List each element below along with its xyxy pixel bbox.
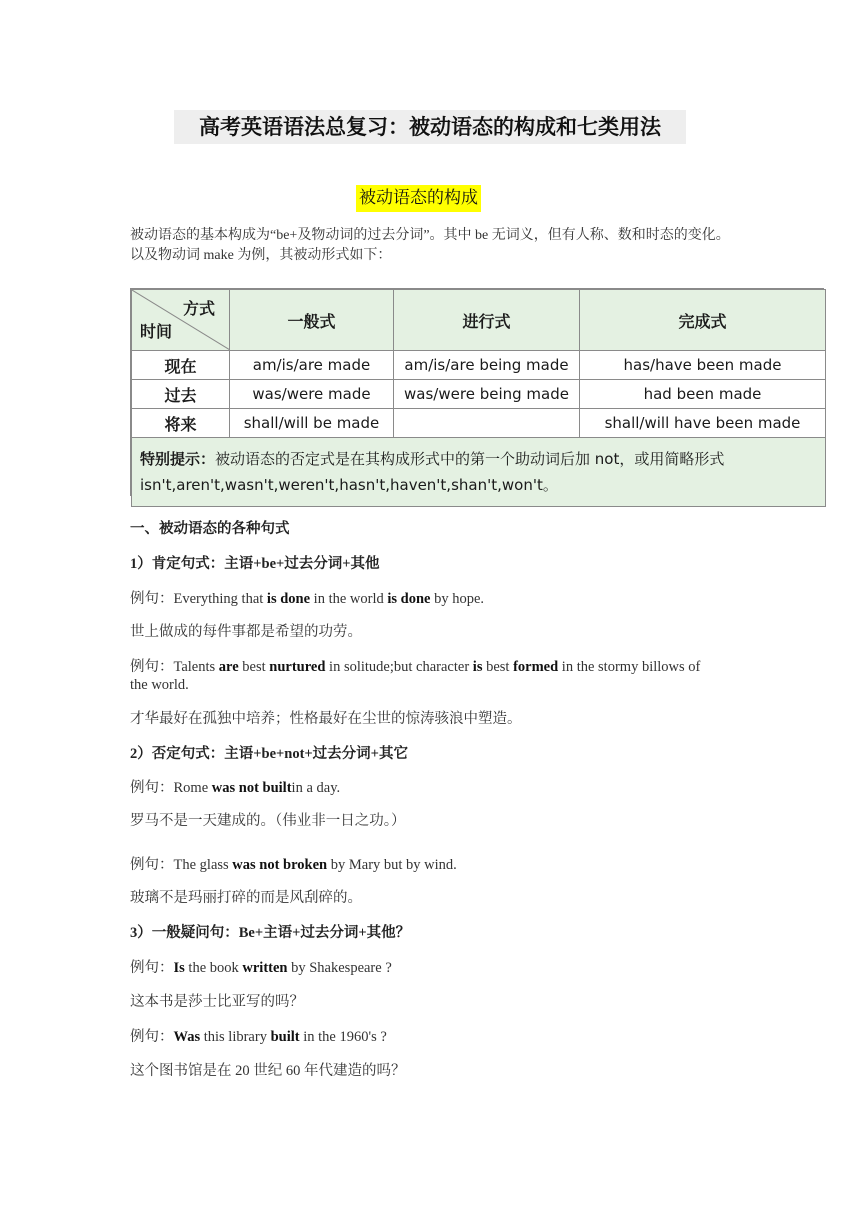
corner-label-time: 时间: [140, 322, 173, 341]
table-cell: has/have been made: [580, 351, 826, 380]
column-header: 一般式: [230, 290, 394, 351]
note-label: 特别提示：: [140, 450, 216, 468]
table-row: [132, 351, 826, 380]
table-cell: am/is/are being made: [394, 351, 580, 380]
table-row: [132, 380, 826, 409]
translation: 世上做成的每件事都是希望的功劳。: [130, 624, 362, 640]
column-header: 进行式: [394, 290, 580, 351]
note-text: 被动语态的否定式是在其构成形式中的第一个助动词后加 not，或用简略形式 isn't,aren't,wasn't,weren't,hasn't,haven't,shan't,won't。: [140, 450, 725, 494]
translation: 玻璃不是玛丽打碎的而是风刮碎的。: [130, 890, 362, 906]
table-cell: [394, 409, 580, 438]
row-label: 将来: [132, 409, 230, 438]
intro-paragraph: 被动语态的基本构成为“be+及物动词的过去分词”。其中 be 无词义，但有人称、数和时态的变化。以及物动词 make 为例，其被动形式如下：: [130, 228, 730, 263]
example-sentence: 例句：Is the book written by Shakespeare ?: [130, 960, 392, 976]
row-label: 过去: [132, 380, 230, 409]
translation: 这个图书馆是在 20 世纪 60 年代建造的吗？: [130, 1063, 406, 1079]
translation: 罗马不是一天建成的。（伟业非一日之功。）: [130, 813, 406, 829]
table-cell: was/were made: [230, 380, 394, 409]
table-cell: shall/will be made: [230, 409, 394, 438]
table-cell: was/were being made: [394, 380, 580, 409]
section-heading: 被动语态的构成: [356, 185, 481, 212]
translation: 才华最好在孤独中培养；性格最好在尘世的惊涛骇浪中塑造。: [130, 711, 522, 727]
example-sentence: 例句：Rome was not builtin a day.: [130, 780, 341, 796]
table-cell: am/is/are made: [230, 351, 394, 380]
table-corner-cell: [132, 290, 230, 351]
page-title: 高考英语语法总复习：被动语态的构成和七类用法: [174, 110, 686, 144]
table-note: [132, 438, 826, 507]
example-sentence: 例句：Everything that is done in the world is done by hope.: [130, 591, 485, 607]
table-row: [132, 409, 826, 438]
example-sentence: 例句：The glass was not broken by Mary but by wind.: [130, 857, 457, 873]
table-cell: shall/will have been made: [580, 409, 826, 438]
corner-label-form: 方式: [182, 299, 215, 318]
column-header: 完成式: [580, 290, 826, 351]
table-cell: had been made: [580, 380, 826, 409]
example-sentence: 例句：Talents are best nurtured in solitude;but character is best formed in the stormy billows of the world.: [130, 659, 701, 693]
row-label: 现在: [132, 351, 230, 380]
translation: 这本书是莎士比亚写的吗？: [130, 994, 304, 1010]
subsection-heading: 2）否定句式：主语+be+not+过去分词+其它: [130, 746, 408, 762]
subsection-heading: 1）肯定句式：主语+be+过去分词+其他: [130, 556, 380, 572]
subsection-heading: 3）一般疑问句：Be+主语+过去分词+其他？: [130, 925, 411, 941]
passive-forms-table: [130, 288, 824, 496]
part-heading: 一、被动语态的各种句式: [130, 521, 290, 537]
example-sentence: 例句：Was this library built in the 1960's ?: [130, 1029, 387, 1045]
